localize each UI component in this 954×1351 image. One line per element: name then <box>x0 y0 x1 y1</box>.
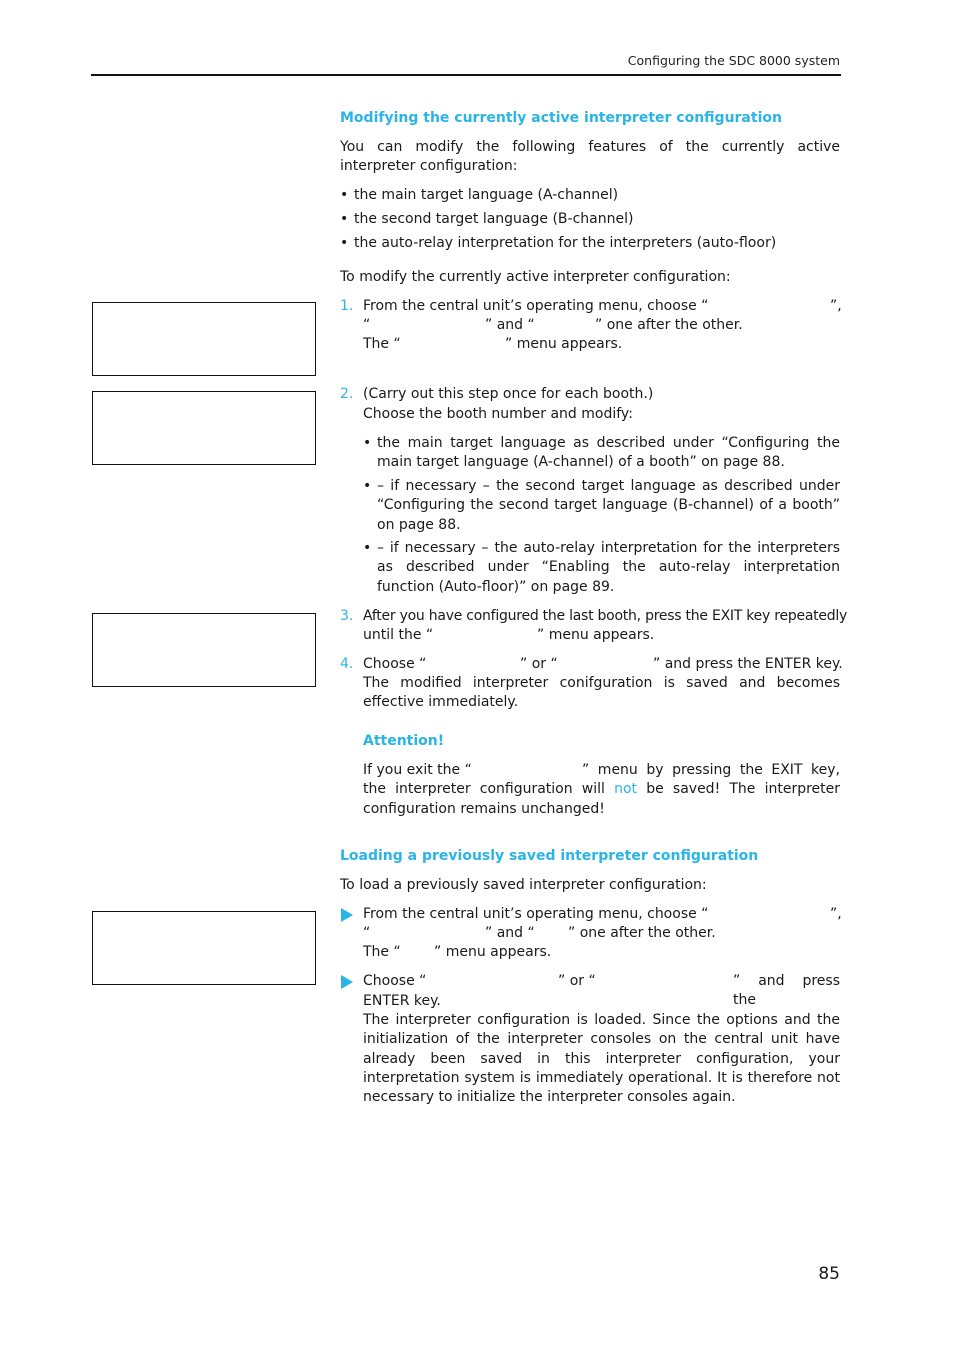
sub-bullet-text: – if necessary – the second target language as described under “Configuring the second target language (B-channel) of a booth” on page 88. <box>377 478 840 533</box>
step2-line2: Choose the booth number and modify: <box>363 406 633 422</box>
load-step1-text-g: ” menu appears. <box>434 944 552 960</box>
load-step2-text-b: ” or “ <box>558 973 596 989</box>
bullet-item: • <box>340 211 349 227</box>
bullet-item: • <box>363 540 372 556</box>
step1-text-g: ” menu appears. <box>505 336 623 352</box>
step-arrow-icon <box>341 908 353 922</box>
step4-text-b: ” or “ <box>520 656 558 672</box>
step4-text-c: ” and press the ENTER key. <box>653 656 843 672</box>
step1-text-f: The “ <box>363 336 401 352</box>
header-rule <box>91 74 841 76</box>
step4-text-d: The modified interpreter conifguration is saved and becomes effective immediately. <box>363 675 840 711</box>
bullet-text: the auto-relay interpretation for the interpreters (auto-floor) <box>354 235 777 251</box>
lcd-display-3 <box>92 613 316 687</box>
attention-text-b: ” menu by pressing the EXIT key, the interpreter configuration will <box>363 762 840 798</box>
step1-text-c: “ <box>363 317 371 333</box>
attention-text-a: If you exit the “ <box>363 762 472 778</box>
section-heading-load: Loading a previously saved interpreter configuration <box>340 848 759 864</box>
attention-not-emphasis: not <box>614 781 638 798</box>
load-step2-text-e: The interpreter configuration is loaded. Since the options and the initialization of the interpreter consoles on the central unit have already been saved in this interpreter configuration, your interpretation system is immediately operational. It is therefore not necessary to initialize the interpreter consoles again. <box>363 1012 840 1106</box>
step3-text-c: ” menu appears. <box>537 627 655 643</box>
load-step1-text-d: ” and “ <box>485 925 535 941</box>
step-number: 2. <box>340 386 354 402</box>
intro-paragraph: You can modify the following features of the currently active interpreter configuration: <box>340 139 840 175</box>
load-step1-text-b: ”, <box>830 906 842 922</box>
load-step1-text-c: “ <box>363 925 371 941</box>
page-number: 85 <box>818 1264 840 1284</box>
lead-paragraph: To modify the currently active interpreter configuration: <box>340 269 731 285</box>
step-number: 3. <box>340 608 354 624</box>
sub-bullet-text: the main target language as described under “Configuring the main target language (A-channel) of a booth” on page 88. <box>377 435 840 471</box>
lcd-display-1 <box>92 302 316 376</box>
load-step2-text-a: Choose “ <box>363 973 427 989</box>
bullet-item: • <box>363 478 372 494</box>
attention-paragraph <box>363 761 840 819</box>
step4-text-a: Choose “ <box>363 656 427 672</box>
step1-text-b: ”, <box>830 298 842 314</box>
load-step2-text-d: ENTER key. <box>363 993 441 1009</box>
bullet-item: • <box>340 187 349 203</box>
lcd-display-2 <box>92 391 316 465</box>
bullet-text: the second target language (B-channel) <box>354 211 634 227</box>
step1-text-d: ” and “ <box>485 317 535 333</box>
sub-bullet-text: – if necessary – the auto-relay interpretation for the interpreters as described under “Enabling the auto-relay interpretation function (Auto-floor)” on page 89. <box>377 540 840 595</box>
lead-paragraph: To load a previously saved interpreter configuration: <box>340 877 707 893</box>
running-header: Configuring the SDC 8000 system <box>627 53 840 68</box>
step2-line1: (Carry out this step once for each booth.) <box>363 386 654 402</box>
step3-text-b: until the “ <box>363 627 434 643</box>
step-number: 4. <box>340 656 354 672</box>
step1-text-a: From the central unit’s operating menu, choose “ <box>363 298 709 314</box>
step-number: 1. <box>340 298 354 314</box>
step3-text-a: After you have configured the last booth, press the EXIT key repeatedly <box>363 608 848 624</box>
bullet-text: the main target language (A-channel) <box>354 187 619 203</box>
bullet-item: • <box>363 435 372 451</box>
attention-title: Attention! <box>363 733 445 749</box>
bullet-item: • <box>340 235 349 251</box>
step-arrow-icon <box>341 975 353 989</box>
lcd-display-4 <box>92 911 316 985</box>
attention-text-c: be saved! The interpreter configuration remains unchanged! <box>363 781 841 817</box>
load-step1-text-a: From the central unit’s operating menu, choose “ <box>363 906 709 922</box>
load-step1-text-e: ” one after the other. <box>568 925 716 941</box>
load-step1-text-f: The “ <box>363 944 401 960</box>
section-heading-modify: Modifying the currently active interpreter configuration <box>340 110 782 126</box>
step1-text-e: ” one after the other. <box>595 317 743 333</box>
load-step2-text-c: ” and press the <box>733 973 840 1009</box>
